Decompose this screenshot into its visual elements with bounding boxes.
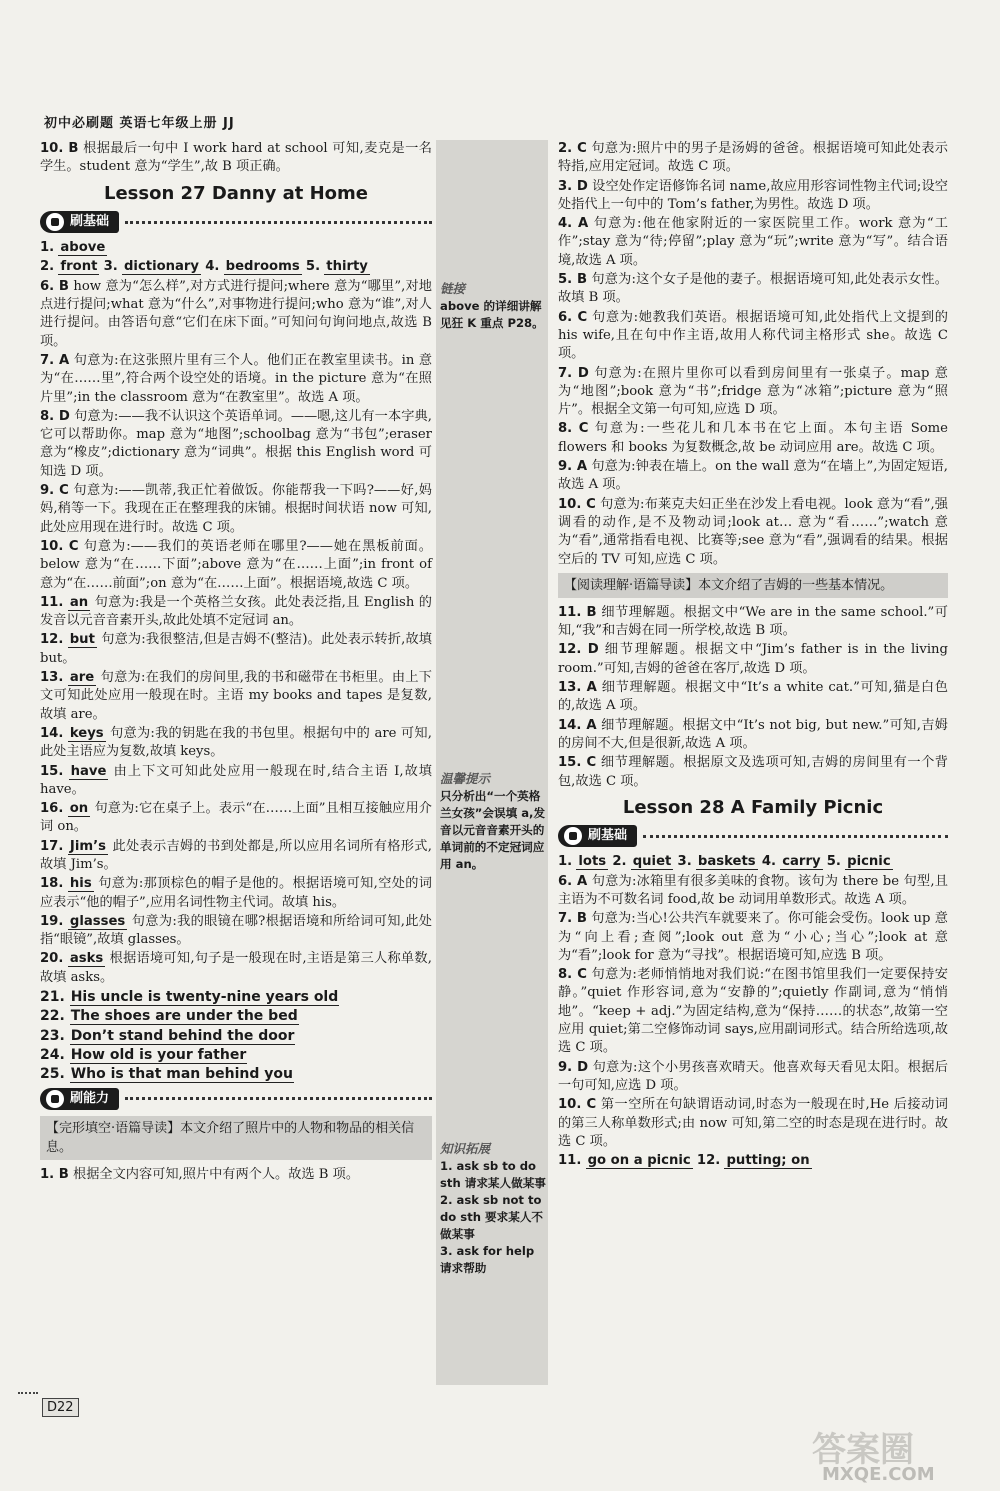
- answer-item: 2. C 句意为:照片中的男子是汤姆的爸爸。根据语境可知此处表示特指,应用定冠词。故选 C 项。: [558, 141, 948, 175]
- answer-item: 15. C 细节理解题。根据原文及选项可知,吉姆的房间里有一个背包,故选 C 项。: [558, 755, 948, 789]
- answer-item: 2. front 3. dictionary 4. bedrooms 5. thirty: [40, 259, 368, 275]
- answer-item: 11. go on a picnic 12. putting; on: [558, 1153, 810, 1169]
- answer-item: 5. B 句意为:这个女子是他的妻子。根据语境可知,此处表示女性。故填 B 项。: [558, 272, 948, 306]
- answer-item: 8. C 句意为:一些花儿和几本书在它上面。本句主语 Some flowers 和 books 为复数概念,故 be 动词应用 are。故选 C 项。: [558, 421, 948, 455]
- answer-item: 9. D 句意为:这个小男孩喜欢晴天。他喜欢每天看见太阳。根据后一句可知,应选 D 项。: [558, 1059, 948, 1093]
- ability-badge: 刷能力: [40, 1088, 119, 1110]
- answer-item: 7. A 句意为:在这张照片里有三个人。他们正在教室里读书。in 意为“在……里”,符合两个设空处的语境。in the picture 意为“在照片里”;in the classroom 意为“在教室里”。故选 A 项。: [40, 352, 433, 405]
- link-tag: 链接: [440, 281, 466, 296]
- section-basic: [40, 211, 432, 233]
- answer-item: 17. Jim’s 此处表示吉姆的书到处都是,所以应用名词所有格形式,故填 Jim’s。: [40, 838, 432, 872]
- page-header: 初中必刷题 英语七年级上册 JJ: [44, 116, 235, 131]
- answer-item: 24. How old is your father: [40, 1046, 247, 1063]
- ext-tag: 知识拓展: [440, 1141, 491, 1156]
- right-column: [558, 140, 948, 1171]
- answer-item: 6. A 句意为:冰箱里有很多美味的食物。该句为 there be 句型,且主语为不可数名词 food,故 be 动词用单数形式。故选 A 项。: [558, 873, 948, 907]
- page-number-bar: [18, 1392, 38, 1396]
- lesson-title: Lesson 27 Danny at Home: [104, 182, 368, 204]
- watermark-url: MXQE.COM: [822, 1464, 935, 1485]
- answer-item: 11. B 细节理解题。根据文中“We are in the same school.”可知,“我”和吉姆在同一所学校,故选 B 项。: [558, 604, 948, 639]
- answer-item: 13. are 句意为:在我们的房间里,我的书和磁带在书柜里。由上下文可知此处应用一般现在时。主语 my books and tapes 是复数,故填 are。: [40, 670, 432, 722]
- page-number: D22: [42, 1398, 79, 1417]
- answer-item: 12. but 句意为:我很整洁,但是吉姆不(整洁)。此处表示转折,故填 but。: [40, 632, 432, 666]
- tip-note: 温馨提示 只分析出“一个英格兰女孩”会误填 a,发音以元音音素开头的单词前的不定冠词应用 an。: [440, 771, 546, 871]
- section-ability: [40, 1088, 432, 1110]
- answer-item: 10. C 第一空所在句缺谓语动词,时态为一般现在时,He 后接动词的第三人称单数形式;由 now 可知,第二空的时态是现在进行时。故选 C 项。: [558, 1097, 948, 1149]
- tip-tag: 温馨提示: [440, 771, 491, 786]
- answer-item: 7. B 句意为:当心!公共汽车就要来了。你可能会受伤。look up 意为“向上看;查阅”;look out 意为“小心;当心”;look at 意为“看”;look for 意为“寻找”。根据语境可知,应选 B 项。: [558, 911, 948, 963]
- answer-item: 23. Don’t stand behind the door: [40, 1027, 295, 1044]
- answer-item: 1. above: [40, 240, 106, 256]
- answer-item: 9. A 句意为:钟表在墙上。on the wall 意为“在墙上”,为固定短语,故选 A 项。: [558, 459, 948, 493]
- answer-item: 6. B how 意为“怎么样”,对方式进行提问;where 意为“哪里”,对地点进行提问;what 意为“什么”,对事物进行提问;who 意为“谁”,对人进行提问。由答语句意“它们在床下面。”可知问句询问地点,故选 B 项。: [40, 278, 432, 349]
- answer-item: 18. his 句意为:那顶棕色的帽子是他的。根据语境可知,空处的词应表示“他的帽子”,应用名词性物主代词。故填 his。: [40, 876, 432, 910]
- section-basic: [558, 825, 948, 847]
- answer-item: 15. have 由上下文可知此处应用一般现在时,结合主语 I,故填 have。: [40, 763, 432, 797]
- reading-guide: 【阅读理解·语篇导读】本文介绍了吉姆的一些基本情况。: [558, 573, 948, 598]
- extension-note: 知识拓展 1. ask sb to do sth 请求某人做某事 2. ask sb not to do sth 要求某人不做某事 3. ask for help 请求帮助: [440, 1141, 546, 1275]
- watermark-logo: 答案圈: [812, 1430, 914, 1470]
- answer-item: 1. lots 2. quiet 3. baskets 4. carry 5. picnic: [558, 854, 891, 870]
- answer-item: 12. D 细节理解题。根据文中“Jim’s father is in the living room.”可知,吉姆的爸爸在客厅,故选 D 项。: [558, 642, 948, 676]
- basic-badge: 刷基础: [40, 211, 119, 233]
- answer-item: 3. D 设空处作定语修饰名词 name,故应用形容词性物主代词;设空处指代上一句中的 Tom’s father,为男性。故选 D 项。: [558, 178, 948, 212]
- link-note: 链接 above 的详细讲解见狂 K 重点 P28。: [440, 280, 546, 332]
- answer-item: 16. on 句意为:它在桌子上。表示“在……上面”且相互接触应用介词 on。: [40, 801, 432, 835]
- answer-item: 11. an 句意为:我是一个英格兰女孩。此处表泛指,且 English 的发音以元音音素开头,故此处填不定冠词 an。: [40, 594, 432, 629]
- answer-item: 20. asks 根据语境可知,句子是一般现在时,主语是第三人称单数,故填 asks。: [40, 951, 432, 985]
- answer-item: 10. C 句意为:布莱克夫妇正坐在沙发上看电视。look 意为“看”,强调看的动作,是不及物动词;look at… 意为“看……”;watch 意为“看”,通常指看电视、比赛等;see 意为“看”,强调看的结果。根据空后的 TV 可知,应选 C 项。: [558, 496, 948, 567]
- answer-item: 9. C 句意为:——凯蒂,我正忙着做饭。你能帮我一下吗?——好,妈妈,稍等一下。我现在正在整理我的床铺。根据时间状语 now 可知,此处应用现在进行时。故选 C 项。: [40, 483, 432, 535]
- cloze-guide: 【完形填空·语篇导读】本文介绍了照片中的人物和物品的相关信息。: [40, 1116, 432, 1160]
- basic-badge: 刷基础: [558, 825, 637, 847]
- answer-item: 4. A 句意为:他在他家附近的一家医院里工作。work 意为“工作”;stay 意为“待;停留”;play 意为“玩”;write 意为“写”。结合语境,故选 A 项。: [558, 216, 948, 268]
- left-column: [40, 140, 432, 1185]
- pen-icon: [564, 827, 582, 845]
- answer-item: 25. Who is that man behind you: [40, 1066, 293, 1083]
- answer-item: 14. keys 句意为:我的钥匙在我的书包里。根据句中的 are 可知,此处主语应为复数,故填 keys。: [40, 725, 432, 760]
- answer-item: 10. B 根据最后一句中 I work hard at school 可知,麦克是一名学生。student 意为“学生”,故 B 项正确。: [40, 141, 432, 175]
- answer-item: 22. The shoes are under the bed: [40, 1008, 298, 1025]
- answer-item: 21. His uncle is twenty-nine years old: [40, 989, 339, 1006]
- lesson-title: Lesson 28 A Family Picnic: [622, 796, 884, 818]
- answer-item: 10. C 句意为:——我们的英语老师在哪里?——她在黑板前面。below 意为“在……下面”;above 意为“在……上面”;in front of 意为“在……前面”;on 意为“在……上面”。根据语境,故选 C 项。: [40, 538, 432, 591]
- answer-item: 13. A 细节理解题。根据文中“It’s a white cat.”可知,猫是白色的,故选 A 项。: [558, 680, 948, 714]
- answer-item: 19. glasses 句意为:我的眼镜在哪?根据语境和所给词可知,此处指“眼镜”,故填 glasses。: [40, 913, 432, 948]
- pen-icon: [46, 1090, 64, 1108]
- pen-icon: [46, 213, 64, 231]
- answer-item: 8. D 句意为:——我不认识这个英语单词。——嗯,这儿有一本字典,它可以帮助你。map 意为“地图”;schoolbag 意为“书包”;eraser 意为“橡皮”;dictionary 意为“词典”。根据 this English word 可知选 D 项。: [40, 408, 432, 479]
- answer-item: 8. C 句意为:老师悄悄地对我们说:“在图书馆里我们一定要保持安静。”quiet 作形容词,意为“安静的”;quietly 作副词,意为“悄悄地”。“keep + adj.”为固定结构,意为“保持……的状态”,故第一空应用 quiet;第二空修饰动词 says,应用副词形式。结合所给选项,故选 C 项。: [558, 967, 948, 1056]
- answer-item: 14. A 细节理解题。根据文中“It’s not big, but new.”可知,吉姆的房间不大,但是很新,故选 A 项。: [558, 717, 948, 751]
- side-notes: [436, 140, 548, 1385]
- answer-item: 1. B 根据全文内容可知,照片中有两个人。故选 B 项。: [40, 1166, 360, 1182]
- answer-item: 6. C 句意为:她教我们英语。根据语境可知,此处指代上文提到的 his wife,且在句中作主语,故用人称代词主格形式 she。故选 C 项。: [558, 309, 948, 362]
- answer-item: 7. D 句意为:在照片里你可以看到房间里有一张桌子。map 意为“地图”;book 意为“书”;fridge 意为“冰箱”;picture 意为“照片”。根据全文第一句可知,应选 D 项。: [558, 365, 948, 418]
